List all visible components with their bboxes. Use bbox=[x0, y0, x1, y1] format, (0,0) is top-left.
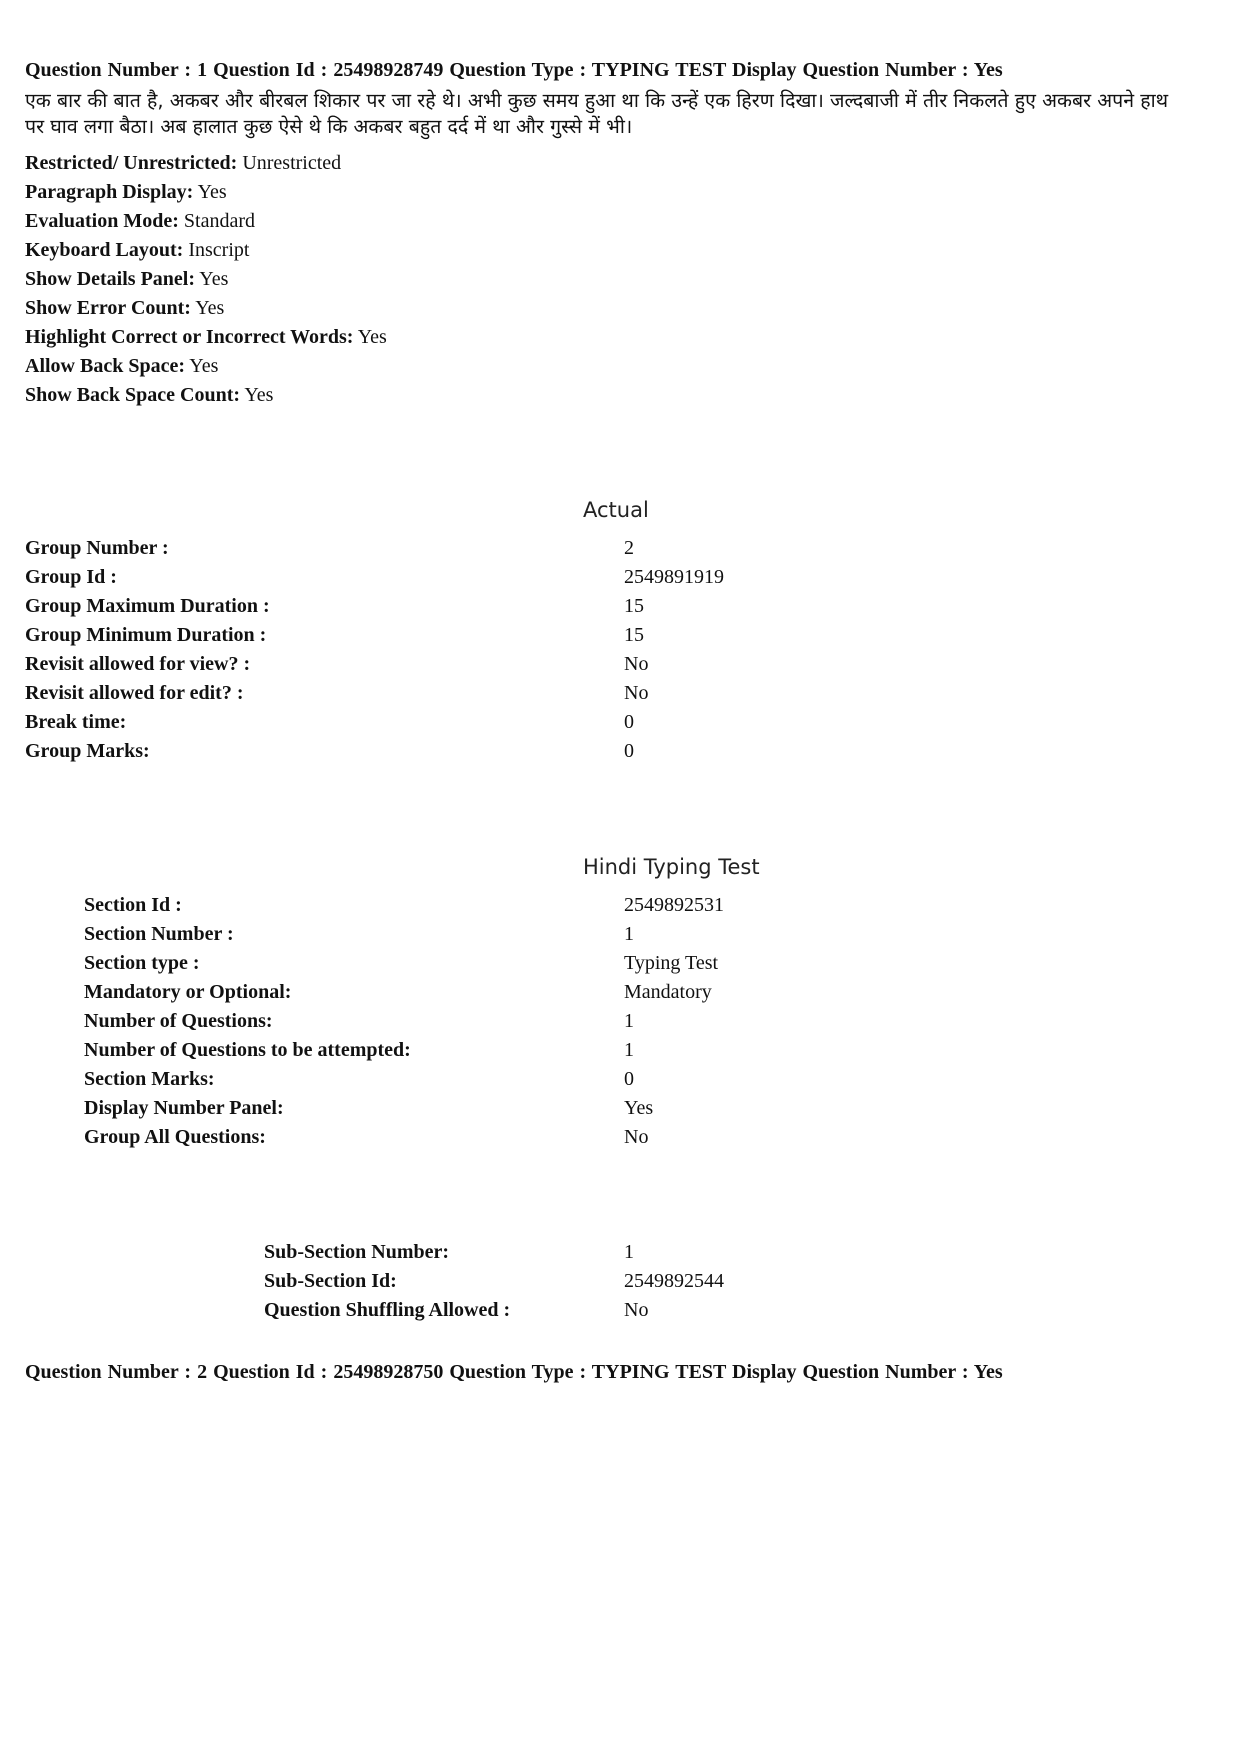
property-row bbox=[25, 294, 387, 323]
field-label: Number of Questions: bbox=[84, 1010, 273, 1032]
property-row bbox=[25, 381, 387, 410]
group-details-table bbox=[25, 534, 925, 766]
table-row bbox=[84, 1065, 924, 1094]
question-1-paragraph: एक बार की बात है, अकबर और बीरबल शिकार पर जा रहे थे। अभी कुछ समय हुआ था कि उन्हें एक हिरण दिखा। जल्दबाजी में तीर निकलते हुए अकबर अपने हाथ पर घाव लगा बैठा। अब हालात कुछ ऐसे थे कि अकबर बहुत दर्द में था और गुस्से में भी। bbox=[25, 89, 1169, 138]
group-caption: Actual bbox=[583, 498, 649, 522]
property-key: Paragraph Display: bbox=[25, 181, 194, 203]
property-key: Show Details Panel: bbox=[25, 268, 195, 290]
field-label: Group Id : bbox=[25, 566, 117, 588]
field-value: 0 bbox=[624, 740, 634, 762]
property-value: Yes bbox=[244, 384, 274, 406]
question-1-header: Question Number : 1 Question Id : 25498928749 Question Type : TYPING TEST Display Question Number : Yes bbox=[25, 59, 1003, 81]
field-value: No bbox=[624, 653, 649, 675]
property-row bbox=[25, 149, 387, 178]
question-1-properties bbox=[25, 149, 387, 410]
field-value: 1 bbox=[624, 1039, 634, 1061]
field-value: 1 bbox=[624, 1010, 634, 1032]
field-label: Break time: bbox=[25, 711, 127, 733]
table-row bbox=[84, 1123, 924, 1152]
table-row bbox=[25, 563, 925, 592]
field-label: Sub-Section Number: bbox=[264, 1241, 450, 1263]
table-row bbox=[25, 621, 925, 650]
table-row bbox=[84, 1094, 924, 1123]
property-row bbox=[25, 352, 387, 381]
field-label: Section Id : bbox=[84, 894, 182, 916]
field-label: Number of Questions to be attempted: bbox=[84, 1039, 411, 1061]
property-value: Yes bbox=[199, 268, 229, 290]
field-label: Group Minimum Duration : bbox=[25, 624, 267, 646]
table-row bbox=[25, 592, 925, 621]
table-row bbox=[25, 737, 925, 766]
field-label: Section Number : bbox=[84, 923, 234, 945]
table-row bbox=[25, 679, 925, 708]
table-row bbox=[25, 534, 925, 563]
field-value: Mandatory bbox=[624, 981, 712, 1003]
field-label: Group Maximum Duration : bbox=[25, 595, 270, 617]
field-label: Display Number Panel: bbox=[84, 1097, 284, 1119]
field-value: 2549892531 bbox=[624, 894, 724, 916]
field-label: Group All Questions: bbox=[84, 1126, 266, 1148]
table-row bbox=[25, 650, 925, 679]
section-details-table bbox=[84, 891, 924, 1152]
field-label: Sub-Section Id: bbox=[264, 1270, 397, 1292]
table-row bbox=[25, 708, 925, 737]
field-value: 2 bbox=[624, 537, 634, 559]
section-caption: Hindi Typing Test bbox=[583, 855, 760, 879]
field-label: Section Marks: bbox=[84, 1068, 215, 1090]
property-value: Yes bbox=[357, 326, 387, 348]
field-label: Mandatory or Optional: bbox=[84, 981, 292, 1003]
field-label: Revisit allowed for view? : bbox=[25, 653, 251, 675]
field-value: Yes bbox=[624, 1097, 654, 1119]
field-value: 1 bbox=[624, 1241, 634, 1263]
question-2-header: Question Number : 2 Question Id : 25498928750 Question Type : TYPING TEST Display Question Number : Yes bbox=[25, 1361, 1003, 1383]
field-value: No bbox=[624, 1299, 649, 1321]
property-value: Yes bbox=[197, 181, 227, 203]
table-row bbox=[84, 920, 924, 949]
table-row bbox=[84, 949, 924, 978]
property-key: Keyboard Layout: bbox=[25, 239, 184, 261]
table-row bbox=[264, 1238, 924, 1267]
property-row bbox=[25, 265, 387, 294]
field-value: 0 bbox=[624, 1068, 634, 1090]
subsection-details-table bbox=[264, 1238, 924, 1325]
table-row bbox=[84, 891, 924, 920]
property-value: Yes bbox=[189, 355, 219, 377]
property-row bbox=[25, 178, 387, 207]
property-key: Show Back Space Count: bbox=[25, 384, 241, 406]
field-value: 2549891919 bbox=[624, 566, 724, 588]
table-row bbox=[264, 1267, 924, 1296]
field-value: 15 bbox=[624, 624, 644, 646]
table-row bbox=[84, 1036, 924, 1065]
property-key: Allow Back Space: bbox=[25, 355, 185, 377]
property-value: Yes bbox=[195, 297, 225, 319]
property-row bbox=[25, 236, 387, 265]
table-row bbox=[264, 1296, 924, 1325]
field-value: No bbox=[624, 682, 649, 704]
property-row bbox=[25, 323, 387, 352]
property-row bbox=[25, 207, 387, 236]
property-key: Show Error Count: bbox=[25, 297, 191, 319]
field-value: Typing Test bbox=[624, 952, 719, 974]
field-value: 1 bbox=[624, 923, 634, 945]
property-key: Restricted/ Unrestricted: bbox=[25, 152, 238, 174]
field-label: Revisit allowed for edit? : bbox=[25, 682, 244, 704]
field-label: Group Number : bbox=[25, 537, 169, 559]
field-value: 2549892544 bbox=[624, 1270, 724, 1292]
property-key: Evaluation Mode: bbox=[25, 210, 179, 232]
field-value: 15 bbox=[624, 595, 644, 617]
field-label: Question Shuffling Allowed : bbox=[264, 1299, 511, 1321]
property-value: Inscript bbox=[188, 239, 250, 261]
table-row bbox=[84, 978, 924, 1007]
property-value: Unrestricted bbox=[242, 152, 342, 174]
field-value: 0 bbox=[624, 711, 634, 733]
table-row bbox=[84, 1007, 924, 1036]
field-label: Group Marks: bbox=[25, 740, 150, 762]
field-value: No bbox=[624, 1126, 649, 1148]
property-value: Standard bbox=[183, 210, 255, 232]
property-key: Highlight Correct or Incorrect Words: bbox=[25, 326, 354, 348]
field-label: Section type : bbox=[84, 952, 200, 974]
